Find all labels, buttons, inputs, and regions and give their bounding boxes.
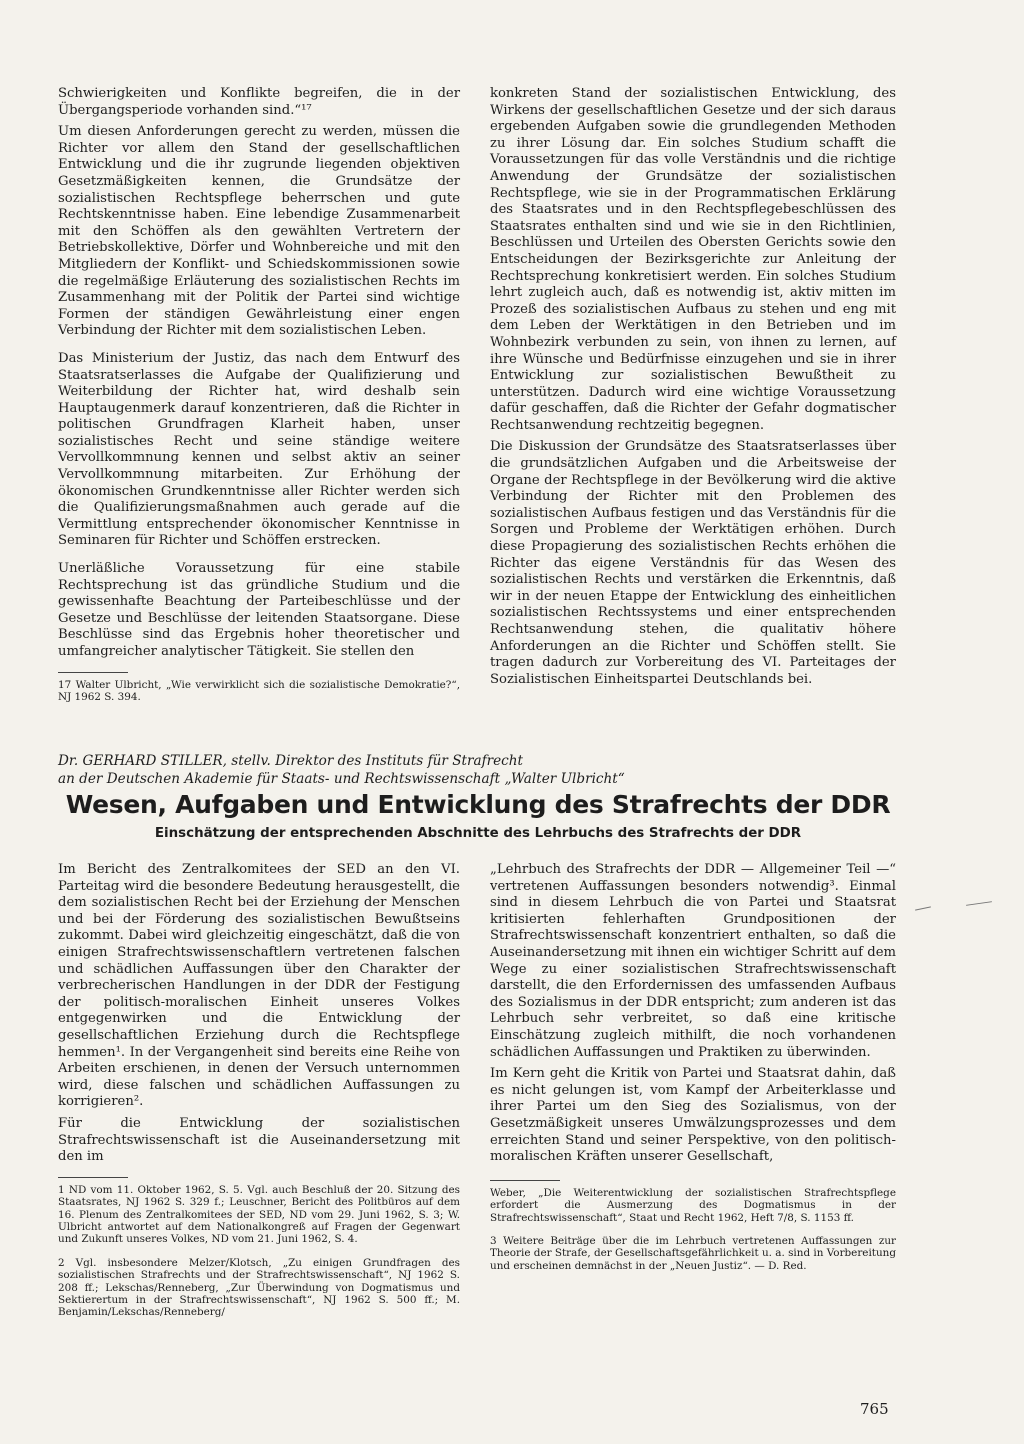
margin-mark [915, 906, 931, 910]
top-right-column [490, 86, 896, 699]
top-left-column [58, 86, 460, 714]
footnote: 3 Weitere Beiträge über die im Lehrbuch vertretenen Auffassungen zur Theorie der Strafe, der Gesellschaftsgefährlichkeit u. a. sind in Vorbereitung und erscheinen demnächst in der „Neuen Justiz“. — D. Red. [490, 1234, 896, 1272]
author-line-1: Dr. GERHARD STILLER, stellv. Direktor des Instituts für Strafrecht [58, 753, 523, 769]
paragraph: Im Kern geht die Kritik von Partei und Staatsrat dahin, daß es nicht gelungen ist, vom Kampf der Arbeiterklasse und ihrer Partei um den Sieg des Sozialismus, von der Gesetzmäßigkeit unseres Umwälzungsprozesses und dem erreichten Stand und seiner Perspektive, von den politisch-moralischen Kräften unserer Gesellschaft, [490, 1066, 896, 1165]
paragraph: Um diesen Anforderungen gerecht zu werden, müssen die Richter vor allem den Stand der gesellschaftlichen Entwicklung und die ihr zugrunde liegenden objektiven Gesetzmäßigkeiten kennen, die Grundsätze der sozialistischen Rechtspflege beherrschen und gute Rechtskenntnisse haben. Eine lebendige Zusammenarbeit mit den Schöffen als den gewählten Vertretern der Betriebskollektive, Dörfer und Wohnbereiche und mit den Mitgliedern der Konflikt- und Schiedskommissionen sowie die regelmäßige Erläuterung des sozialistischen Rechts im Zusammenhang mit der Politik der Partei sind wichtige Formen der ständigen Gewährleistung einer engen Verbindung der Richter mit dem sozialistischen Leben. [58, 124, 460, 339]
footnote: 17 Walter Ulbricht, „Wie verwirklicht sich die sozialistische Demokratie?“, NJ 1962 S. 394. [58, 678, 460, 703]
bottom-left-column [58, 862, 460, 1330]
bottom-right-column [490, 862, 896, 1283]
paragraph: „Lehrbuch des Strafrechts der DDR — Allgemeiner Teil —“ vertretenen Auffassungen besonders notwendig³. Einmal sind in diesem Lehrbuch die von Partei und Staatsrat kritisierten fehlerhaften Grundpositionen der Strafrechtswissenschaft konzentriert enthalten, so daß die Auseinandersetzung mit ihnen ein wichtiger Schritt auf dem Wege zu einer sozialistischen Strafrechtswissenschaft darstellt, die den Erfordernissen des umfassenden Aufbaus des Sozialismus in der DDR entspricht; zum anderen ist das Lehrbuch sehr verbreitet, so daß eine kritische Einschätzung zugleich mithilft, die noch vorhandenen schädlichen Auffassungen und Praktiken zu überwinden. [490, 862, 896, 1060]
footnote: Weber, „Die Weiterentwicklung der sozialistischen Strafrechtspflege erfordert die Ausmerzung des Dogmatismus in der Strafrechtswissenschaft“, Staat und Recht 1962, Heft 7/8, S. 1153 ff. [490, 1186, 896, 1224]
paragraph: konkreten Stand der sozialistischen Entwicklung, des Wirkens der gesellschaftlichen Gesetze und der sich daraus ergebenden Aufgaben sowie die grundlegenden Methoden zu ihrer Lösung dar. Ein solches Studium schafft die Voraussetzungen für das volle Verständnis und die richtige Anwendung der Grundsätze der sozialistischen Rechtspflege, wie sie in der Programmatischen Erklärung des Staatsrates und in den Rechtspflegebeschlüssen des Staatsrates enthalten sind und wie sie in den Richtlinien, Beschlüssen und Urteilen des Obersten Gerichts sowie den Entscheidungen der Bezirksgerichte zur Anleitung der Rechtsprechung konkretisiert werden. Ein solches Studium lehrt zugleich auch, daß es notwendig ist, aktiv mitten im Prozeß des sozialistischen Aufbaus zu stehen und eng mit dem Leben der Werktätigen in den Betrieben und im Wohnbezirk verbunden zu sein, von ihnen zu lernen, auf ihre Wünsche und Bedürfnisse einzugehen und sie in ihrer Entwicklung zur sozialistischen Bewußtheit zu unterstützen. Dadurch wird eine wichtige Voraussetzung dafür geschaffen, daß die Richter der Gefahr dogmatischer Rechtsanwendung rechtzeitig begegnen. [490, 86, 896, 433]
footnote: 1 ND vom 11. Oktober 1962, S. 5. Vgl. auch Beschluß der 20. Sitzung des Staatsrates, NJ 1962 S. 329 f.; Leuschner, Bericht des Politbüros auf dem 16. Plenum des Zentralkomitees der SED, ND vom 29. Juni 1962, S. 3; W. Ulbricht antwortet auf dem Nationalkongreß auf Fragen der Gegenwart und Zukunft unseres Volkes, ND vom 21. Juni 1962, S. 4. [58, 1183, 460, 1246]
footnote: 2 Vgl. insbesondere Melzer/Klotsch, „Zu einigen Grundfragen des sozialistischen Strafrechts und der Strafrechtswissenschaft“, NJ 1962 S. 208 ff.; Lekschas/Renneberg, „Zur Überwindung von Dogmatismus und Sektierertum in der Strafrechtswissenschaft“, NJ 1962 S. 500 ff.; M. Benjamin/Lekschas/Renneberg/ [58, 1256, 460, 1319]
footnote-rule [490, 1180, 560, 1181]
author-line-2: an der Deutschen Akademie für Staats- und Rechtswissenschaft „Walter Ulbricht“ [58, 771, 625, 787]
article-title: Wesen, Aufgaben und Entwicklung des Strafrechts der DDR [65, 790, 891, 819]
footnote-rule [58, 672, 128, 673]
author-line [58, 752, 898, 788]
paragraph: Die Diskussion der Grundsätze des Staatsratserlasses über die grundsätzlichen Aufgaben und die Arbeitsweise der Organe der Rechtspflege in der Bevölkerung wird die aktive Verbindung der Richter mit den Problemen des sozialistischen Aufbaus festigen und das Verständnis für die Sorgen und Probleme der Werktätigen erhöhen. Durch diese Propagierung des sozialistischen Rechts erhöhen die Richter das eigene Verständnis für das Wesen des sozialistischen Rechts und verstärken die Erkenntnis, daß wir in der neuen Etappe der Entwicklung des einheitlichen sozialistischen Rechtssystems und einer entsprechenden Rechtsanwendung stehen, die qualitativ höhere Anforderungen an die Richter und Schöffen stellt. Sie tragen dadurch zur Vorbereitung des VI. Parteitages der Sozialistischen Einheitspartei Deutschlands bei. [490, 439, 896, 687]
paragraph: Im Bericht des Zentralkomitees der SED an den VI. Parteitag wird die besondere Bedeutung herausgestellt, die dem sozialistischen Recht bei der Erziehung der Menschen und bei der Förderung des sozialistischen Bewußtseins zukommt. Dabei wird gleichzeitig eingeschätzt, daß die von einigen Strafrechtswissenschaftlern vertretenen falschen und schädlichen Auffassungen über den Charakter der verbrecherischen Handlungen in der DDR der Festigung der politisch-moralischen Einheit unseres Volkes entgegenwirken und die Entwicklung der gesellschaftlichen Erziehung durch die Rechtspflege hemmen¹. In der Vergangenheit sind bereits eine Reihe von Arbeiten erschienen, in denen der Versuch unternommen wird, diese falschen und schädlichen Auffassungen zu korrigieren². [58, 862, 460, 1110]
paragraph: Das Ministerium der Justiz, das nach dem Entwurf des Staatsratserlasses die Aufgabe der Qualifizierung und Weiterbildung der Richter hat, wird deshalb sein Hauptaugenmerk darauf konzentrieren, daß die Richter in politischen Grundfragen Klarheit haben, unser sozialistisches Recht und seine ständige weitere Vervollkommnung kennen und selbst aktiv an seiner Vervollkommnung mitarbeiten. Zur Erhöhung der ökonomischen Grundkenntnisse aller Richter werden sich die Qualifizierungsmaßnahmen auch gerade auf die Vermittlung entsprechender ökonomischer Kenntnisse in Seminaren für Richter und Schöffen erstrecken. [58, 350, 460, 549]
footnote-rule [58, 1177, 128, 1178]
article-subtitle: Einschätzung der entsprechenden Abschnitte des Lehrbuchs des Strafrechts der DDR [154, 826, 802, 841]
paragraph: Schwierigkeiten und Konflikte begreifen, die in der Übergangsperiode vorhanden sind.“¹⁷ [58, 86, 460, 118]
paragraph: Für die Entwicklung der sozialistischen Strafrechtswissenschaft ist die Auseinandersetzung mit den im [58, 1115, 460, 1165]
margin-mark [966, 901, 992, 906]
page-number: 765 [860, 1400, 889, 1418]
paragraph: Unerläßliche Voraussetzung für eine stabile Rechtsprechung ist das gründliche Studium und die gewissenhafte Beachtung der Parteibeschlüsse und der Gesetze und Beschlüsse der leitenden Staatsorgane. Diese Beschlüsse sind das Ergebnis hoher theoretischer und umfangreicher analytischer Tätigkeit. Sie stellen den [58, 561, 460, 659]
